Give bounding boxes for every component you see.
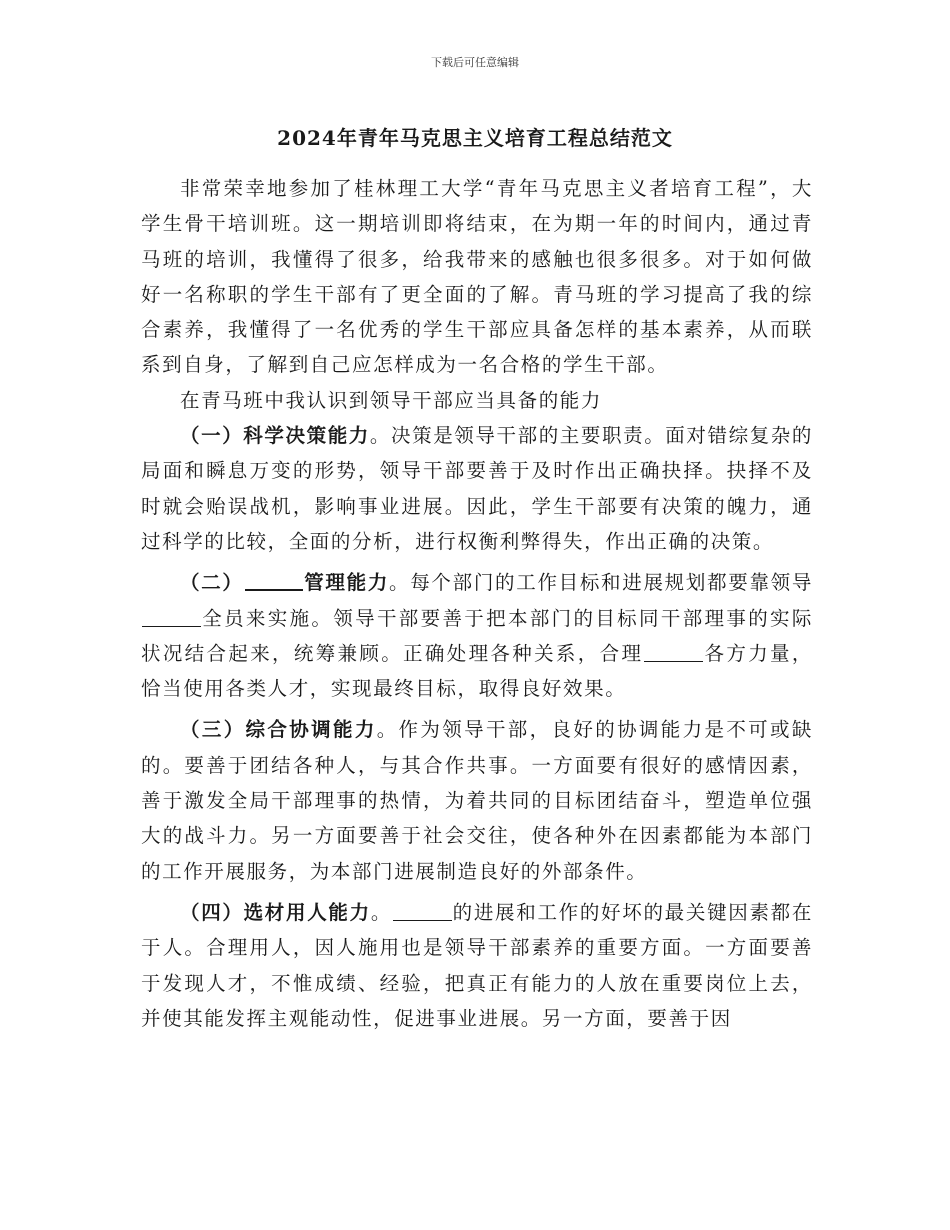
- section-2-heading-prefix: （二）: [180, 571, 244, 595]
- section-4-text-a: 。: [370, 900, 393, 924]
- blank-line: [644, 641, 703, 662]
- section-2-text-c: 各方力量，恰当使用各类人才，实现最终目标，取得良好效果。: [141, 641, 813, 701]
- document-body: [141, 171, 813, 1036]
- section-1-heading: （一）科学决策能力: [180, 424, 370, 448]
- document-title: 2024年青年马克思主义培育工程总结范文: [277, 126, 673, 150]
- subheading-paragraph: 在青马班中我认识到领导干部应当具备的能力: [180, 388, 603, 412]
- blank-line: [393, 900, 452, 921]
- blank-line: [245, 570, 304, 592]
- section-1-paragraph: [141, 418, 813, 559]
- section-4-paragraph: [141, 895, 813, 1036]
- section-3-text: 。作为领导干部，良好的协调能力是不可或缺的。要善于团结各种人，与其合作共事。一方面要有很好的感情因素，善于激发全局干部理事的热情，为着共同的目标团结奋斗，塑造单位强大的战斗力。另一方面要善于社会交往，使各种外在因素都能为本部门的工作开展服务，为本部门进展制造良好的外部条件。: [141, 718, 813, 883]
- section-2-text-a: 。每个部门的工作目标和进展规划都要靠领导: [389, 571, 813, 595]
- section-1-text: 。决策是领导干部的主要职责。面对错综复杂的局面和瞬息万变的形势，领导干部要善于及时作出正确抉择。抉择不及时就会贻误战机，影响事业进展。因此，学生干部要有决策的魄力，通过科学的比较，全面的分析，进行权衡利弊得失，作出正确的决策。: [141, 424, 814, 553]
- header-note: 下载后可任意编辑: [431, 56, 519, 69]
- section-3-paragraph: [141, 712, 813, 888]
- section-4-text-b: 的进展和工作的好坏的最关键因素都在于人。合理用人，因人施用也是领导干部素养的重要方面。一方面要善于发现人才，不惟成绩、经验，把真正有能力的人放在重要岗位上去，并使其能发挥主观能动性，促进事业进展。另一方面，要善于因: [141, 900, 813, 1030]
- section-2-text-b: 全员来实施。领导干部要善于把本部门的目标同干部理事的实际状况结合起来，统筹兼顾。正确处理各种关系，合理: [141, 606, 813, 665]
- blank-line: [142, 606, 201, 627]
- section-3-heading: （三）综合协调能力: [180, 718, 377, 742]
- intro-paragraph: 非常荣幸地参加了桂林理工大学“青年马克思主义者培育工程”，大学生骨干培训班。这一期培训即将结束，在为期一年的时间内，通过青马班的培训，我懂得了很多，给我带来的感触也很多很多。对于如何做好一名称职的学生干部有了更全面的了解。青马班的学习提高了我的综合素养，我懂得了一名优秀的学生干部应具备怎样的基本素养，从而联系到自身，了解到自己应怎样成为一名合格的学生干部。: [141, 177, 813, 377]
- section-2-heading: 管理能力: [304, 571, 390, 595]
- section-4-heading: （四）选材用人能力: [180, 900, 371, 924]
- section-2-paragraph: [141, 565, 813, 706]
